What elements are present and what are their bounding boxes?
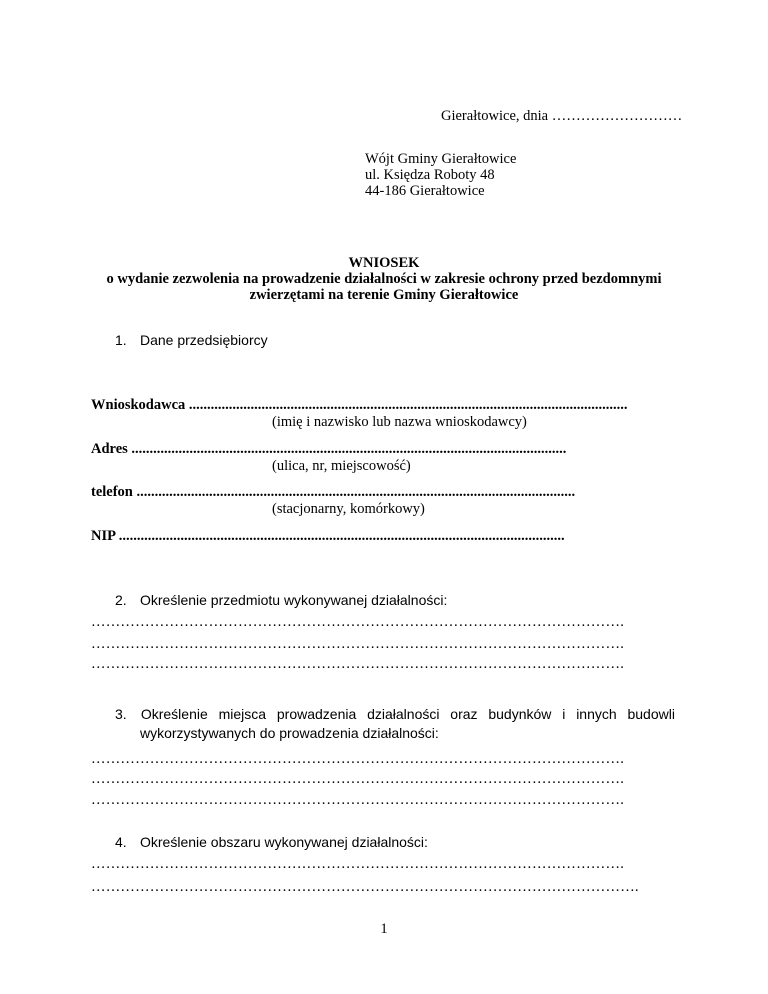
section-3-answer-line[interactable]: ………………………………………………………………………………………………. — [91, 771, 625, 787]
applicant-caption: (imię i nazwisko lub nazwa wnioskodawcy) — [272, 414, 527, 430]
applicant-field[interactable] — [91, 397, 631, 414]
address-dotline: ........................................................................................................................ — [127, 441, 567, 457]
section-3-answer-line[interactable]: ………………………………………………………………………………………………. — [91, 751, 625, 767]
section-4-label: Określenie obszaru wykonywanej działalności: — [140, 834, 428, 850]
section-2-answer-line[interactable]: ………………………………………………………………………………………………. — [91, 614, 625, 630]
section-3-answer-line[interactable]: ………………………………………………………………………………………………. — [91, 792, 625, 808]
phone-dotline: ......................................................................................................................... — [132, 484, 576, 500]
recipient-city: 44-186 Gierałtowice — [365, 183, 485, 199]
section-3-label-continued: wykorzystywanych do prowadzenia działalności: — [140, 725, 439, 741]
section-1-label: Dane przedsiębiorcy — [140, 332, 268, 348]
section-2-answer-line[interactable]: ………………………………………………………………………………………………. — [91, 656, 625, 672]
phone-field[interactable] — [91, 484, 631, 501]
section-3-word: budynków — [488, 706, 552, 722]
document-subtitle-line2: zwierzętami na terenie Gminy Gierałtowice — [249, 287, 519, 303]
document-title: WNIOSEK — [348, 255, 420, 271]
address-field[interactable] — [91, 441, 631, 458]
section-3-word: działalności — [367, 706, 440, 722]
applicant-label: Wnioskodawca — [91, 397, 186, 413]
section-4-number: 4. — [115, 834, 127, 850]
section-4-answer-line[interactable]: ………………………………………………………………………………………………. — [91, 856, 625, 872]
recipient-street: ul. Księdza Roboty 48 — [365, 167, 495, 183]
applicant-dotline: ......................................................................................................................... — [185, 397, 628, 413]
section-3-word: innych — [576, 706, 617, 722]
section-3-word: i — [562, 706, 566, 722]
phone-label: telefon — [91, 484, 133, 500]
nip-field[interactable] — [91, 528, 631, 545]
nip-dotline: ........................................................................................................................... — [115, 528, 565, 544]
section-2-number: 2. — [115, 592, 127, 608]
section-3-word: Określenie — [140, 706, 208, 722]
section-3-word: miejsca — [218, 706, 267, 722]
section-4-answer-line[interactable]: …………………………………………………………………………………………………. — [91, 879, 639, 895]
section-2-answer-line[interactable]: ………………………………………………………………………………………………. — [91, 636, 625, 652]
section-3-word: oraz — [450, 706, 478, 722]
section-1-heading — [115, 332, 268, 348]
document-subtitle-line1: o wydanie zezwolenia na prowadzenie działalności w zakresie ochrony przed bezdomnymi — [106, 271, 662, 287]
section-3-heading — [115, 706, 675, 722]
section-2-heading — [115, 592, 447, 608]
address-caption: (ulica, nr, miejscowość) — [272, 458, 411, 474]
recipient-name: Wójt Gminy Gierałtowice — [365, 151, 517, 167]
phone-caption: (stacjonarny, komórkowy) — [272, 501, 425, 517]
address-label: Adres — [91, 441, 128, 457]
page-number: 1 — [380, 921, 388, 937]
section-1-number: 1. — [115, 332, 127, 348]
nip-label: NIP — [91, 528, 116, 544]
section-3-number: 3. — [115, 706, 127, 722]
place-date: Gierałtowice, dnia ……………………… — [441, 108, 683, 124]
section-3-word: prowadzenia — [276, 706, 357, 722]
section-4-heading — [115, 834, 428, 850]
section-3-word: budowli — [627, 706, 675, 722]
section-2-label: Określenie przedmiotu wykonywanej działalności: — [140, 592, 448, 608]
